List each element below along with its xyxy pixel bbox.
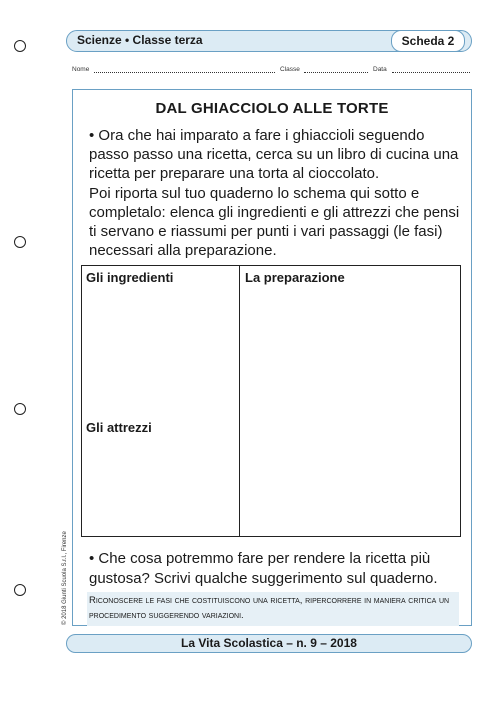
worksheet-number-tab: Scheda 2	[391, 30, 465, 52]
class-field[interactable]	[304, 72, 368, 73]
class-label: Classe	[280, 66, 300, 73]
question-text: • Che cosa potremmo fare per rendere la ricetta più gustosa? Scrivi qualche suggerimento sul quaderno.	[89, 550, 438, 587]
punch-hole-3	[14, 403, 26, 415]
table-divider	[239, 266, 240, 536]
subject-title: Scienze • Classe terza	[77, 33, 203, 47]
punch-hole-2	[14, 236, 26, 248]
date-label: Data	[373, 66, 387, 73]
ingredients-label: Gli ingredienti	[86, 270, 174, 285]
tools-label: Gli attrezzi	[86, 420, 152, 435]
name-label: Nome	[72, 66, 90, 73]
instructions-paragraph-1: • Ora che hai imparato a fare i ghiaccioli seguendo passo passo una ricetta, cerca su un libro di cucina una ricetta per preparare una torta al cioccolato.	[89, 127, 459, 183]
copyright-notice: © 2018 Giunti Scuola S.r.l., Firenze	[62, 531, 68, 625]
date-field[interactable]	[392, 72, 470, 73]
name-field[interactable]	[94, 72, 275, 73]
learning-objective: Riconoscere le fasi che costituiscono una ricetta, ripercorrere in maniera critica un procedimento suggerendo variazioni.	[87, 592, 459, 626]
worksheet-title: DAL GHIACCIOLO ALLE TORTE	[155, 100, 389, 117]
worksheet-frame	[72, 89, 472, 626]
footer-bar: La Vita Scolastica – n. 9 – 2018	[66, 634, 472, 653]
preparation-label: La preparazione	[245, 270, 345, 285]
header-bar	[66, 30, 472, 52]
instructions-paragraph-2: Poi riporta sul tuo quaderno lo schema qui sotto e completalo: elenca gli ingredienti e gli attrezzi che pensi ti servano e riassumi per punti i vari passaggi (le fasi) necessari alla preparazione.	[89, 184, 460, 260]
recipe-schema-table	[81, 265, 461, 537]
punch-hole-1	[14, 40, 26, 52]
punch-hole-4	[14, 584, 26, 596]
instructions	[89, 126, 467, 260]
